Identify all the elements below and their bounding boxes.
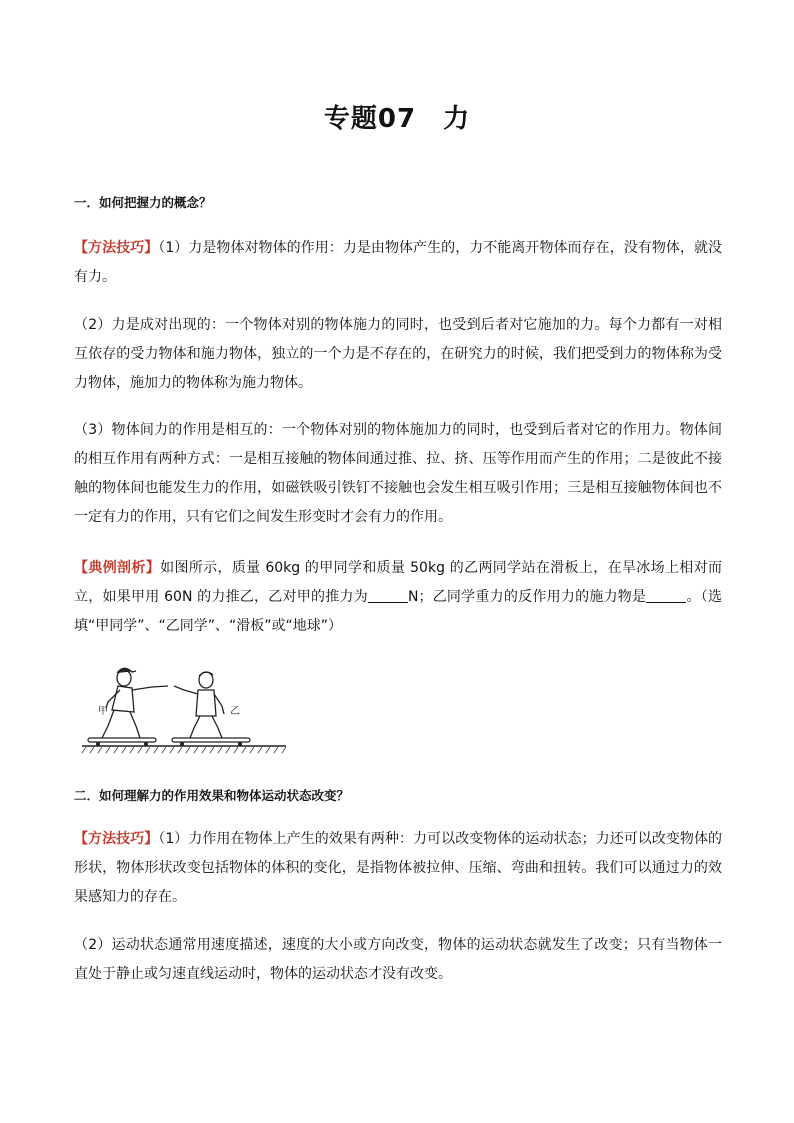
page-title: 专题07 力 [323, 104, 471, 134]
example-text-b: N；乙同学重力的反作用力的施力物是 [407, 589, 647, 605]
section-2-p1-text: （1）力作用在物体上产生的效果有两种：力可以改变物体的运动状态；力还可以改变物体的形状，物体形状改变包括物体的体积的变化，是指物体被拉伸、压缩、弯曲和扭转。我们可以通过力的效果感知力的存在。 [74, 831, 723, 905]
section-2-method-paragraph-1 [74, 825, 722, 912]
person-jia [102, 668, 168, 738]
method-tag: 【方法技巧】 [74, 240, 159, 256]
right-skateboard [172, 738, 250, 746]
skateboard-figure [80, 660, 290, 756]
section-1-paragraph-2: （2）力是成对出现的：一个物体对别的物体施力的同时，也受到后者对它施加的力。每个力都有一对相互依存的受力物体和施力物体，独立的一个力是不存在的，在研究力的时候，我们把受到力的物体称为受力物体，施加力的物体称为施力物体。 [74, 317, 722, 391]
ground-hatching [82, 747, 286, 753]
answer-blank-1[interactable] [368, 588, 408, 603]
section-1-p1-text: （1）力是物体对物体的作用：力是由物体产生的，力不能离开物体而存在，没有物体，就没有力。 [74, 240, 723, 285]
example-tag: 【典例剖析】 [74, 560, 161, 576]
section-1-paragraph-3: （3）物体间力的作用是相互的：一个物体对别的物体施加力的同时，也受到后者对它的作用力。物体间的相互作用有两种方式：一是相互接触的物体间通过推、拉、挤、压等作用而产生的作用；二是彼此不接触的物体间也能发生力的作用，如磁铁吸引铁钉不接触也会发生相互吸引作用；三是相互接触物体间也不一定有力的作用，只有它们之间发生形变时才会有力的作用。 [74, 422, 722, 525]
section-2-paragraph-2: （2）运动状态通常用速度描述，速度的大小或方向改变，物体的运动状态就发生了改变；只有当物体一直处于静止或匀速直线运动时，物体的运动状态才没有改变。 [74, 937, 722, 982]
figure-label-jia: 甲 [98, 706, 108, 717]
example-paragraph [74, 554, 722, 641]
figure-label-yi: 乙 [230, 706, 240, 717]
person-yi [174, 672, 224, 738]
example-text-c: 。（选填“甲同学”、“乙同学”、“滑板”或“地球”） [74, 589, 723, 634]
section-2-heading: 二．如何理解力的作用效果和物体运动状态改变？ [74, 788, 350, 803]
section-1-method-paragraph-1 [74, 234, 722, 292]
example-text-a: 如图所示，质量 60kg 的甲同学和质量 50kg 的乙两同学站在滑板上，在旱冰场上相对而立，如果甲用 60N 的力推乙，乙对甲的推力为 [74, 560, 723, 605]
method-tag-2: 【方法技巧】 [74, 831, 159, 847]
left-skateboard [88, 738, 156, 746]
answer-blank-2[interactable] [646, 588, 686, 603]
section-1-heading: 一．如何把握力的概念？ [74, 195, 212, 210]
